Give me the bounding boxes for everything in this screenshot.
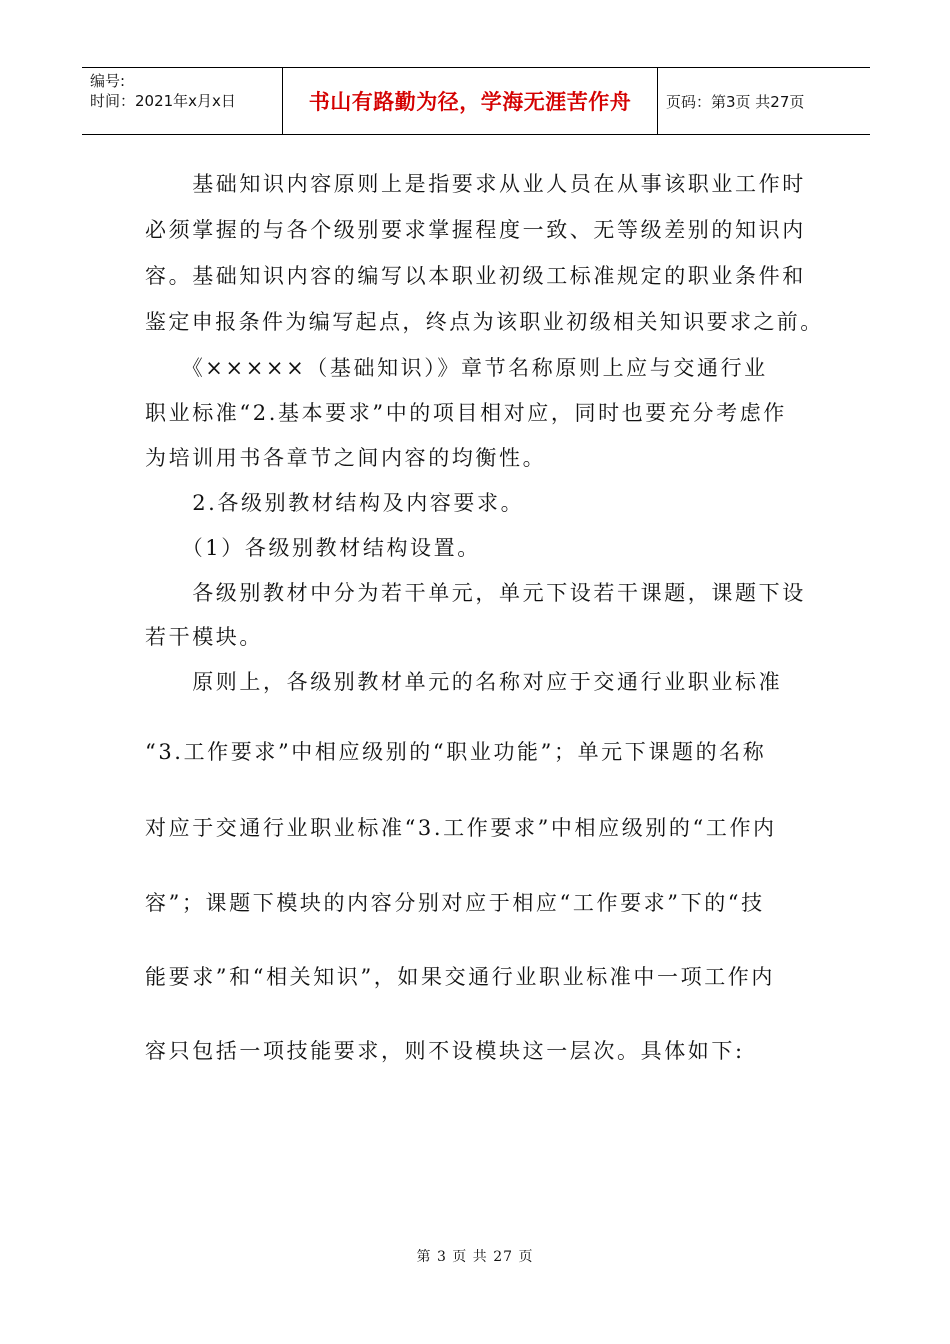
body-line-16: 能要求”和“相关知识”，如果交通行业职业标准中一项工作内 xyxy=(145,965,776,989)
header-page-cell xyxy=(658,68,870,134)
body-line-14: 对应于交通行业职业标准“3.工作要求”中相应级别的“工作内 xyxy=(145,816,777,840)
body-line-4: 鉴定申报条件为编写起点，终点为该职业初级相关知识要求之前。 xyxy=(145,310,824,334)
header-meta-cell xyxy=(82,68,283,134)
body-line-1: 基础知识内容原则上是指要求从业人员在从事该职业工作时 xyxy=(145,172,806,196)
header-motto-cell xyxy=(283,68,658,134)
body-line-9: （1）各级别教材结构设置。 xyxy=(145,536,481,560)
body-line-2: 必须掌握的与各个级别要求掌握程度一致、无等级差别的知识内 xyxy=(145,218,806,242)
body-line-5: 《×××××（基础知识）》章节名称原则上应与交通行业 xyxy=(145,356,768,380)
doc-time-label: 时间：2021年x月x日 xyxy=(90,92,236,110)
body-line-10: 各级别教材中分为若干单元，单元下设若干课题，课题下设 xyxy=(145,581,806,605)
doc-number-label: 编号: xyxy=(90,72,126,90)
header-motto: 书山有路勤为径，学海无涯苦作舟 xyxy=(308,90,632,114)
body-line-11: 若干模块。 xyxy=(145,625,263,649)
body-line-8: 2.各级别教材结构及内容要求。 xyxy=(145,491,525,515)
body-line-3: 容。基础知识内容的编写以本职业初级工标准规定的职业条件和 xyxy=(145,264,806,288)
header-table xyxy=(82,67,870,135)
body-line-15: 容”；课题下模块的内容分别对应于相应“工作要求”下的“技 xyxy=(145,891,765,915)
body-line-17: 容只包括一项技能要求，则不设模块这一层次。具体如下: xyxy=(145,1039,745,1063)
body-line-7: 为培训用书各章节之间内容的均衡性。 xyxy=(145,446,547,470)
body-line-6: 职业标准“2.基本要求”中的项目相对应，同时也要充分考虑作 xyxy=(145,401,787,425)
header-page-label: 页码：第3页 共27页 xyxy=(666,92,805,111)
body-line-13: “3.工作要求”中相应级别的“职业功能”；单元下课题的名称 xyxy=(145,740,767,764)
page-footer: 第 3 页 共 27 页 xyxy=(416,1249,534,1265)
body-line-12: 原则上，各级别教材单元的名称对应于交通行业职业标准 xyxy=(145,670,783,694)
